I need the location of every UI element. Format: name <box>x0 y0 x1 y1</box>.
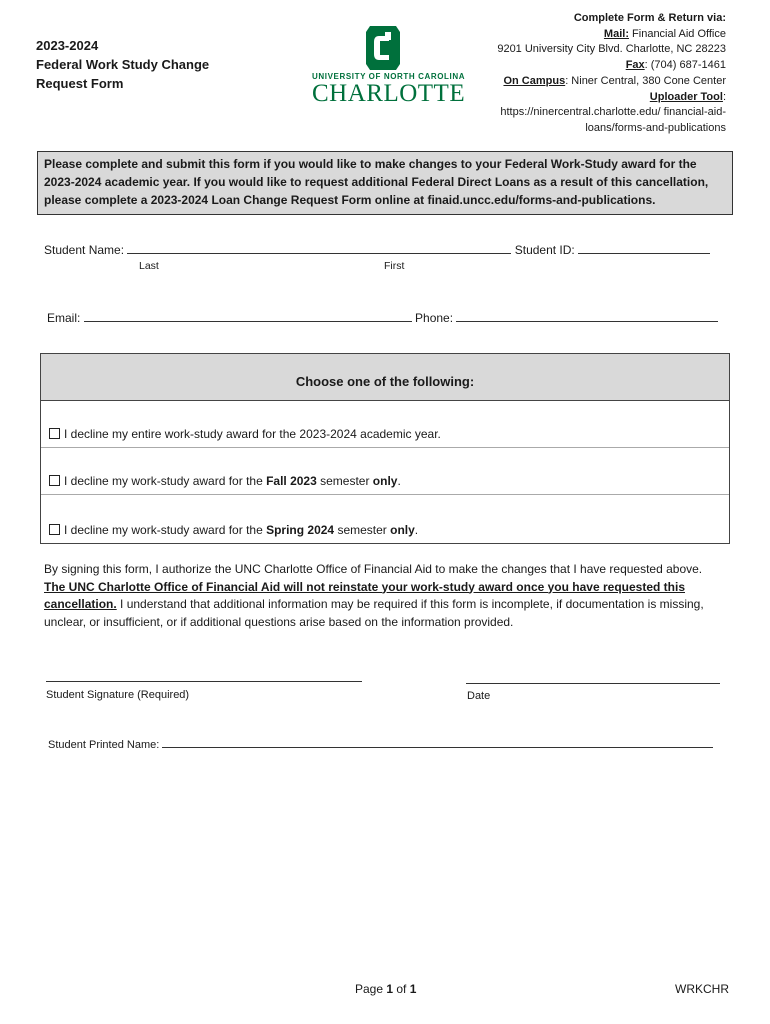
printed-name-field[interactable] <box>162 737 713 748</box>
uploader-url-link[interactable]: loans/forms-and-publications <box>585 121 726 134</box>
email-label: Email: <box>47 311 81 325</box>
contact-address: 9201 University City Blvd. Charlotte, NC 28223 <box>497 43 726 56</box>
printed-name-label: Student Printed Name: <box>48 739 160 751</box>
choice-label: I decline my entire work-study award for the 2023-2024 academic year. <box>64 427 441 441</box>
first-name-caption: First <box>384 260 405 272</box>
uploader-url-link[interactable]: https://ninercentral.charlotte.edu/ financial-aid- <box>500 106 726 119</box>
student-signature-label: Student Signature (Required) <box>46 689 190 701</box>
form-title-line: Federal Work Study Change <box>36 57 210 72</box>
page-number: Page 1 of 1 <box>355 982 417 996</box>
contact-fax: Fax: (704) 687-1461 <box>625 59 726 72</box>
phone-field[interactable] <box>456 310 718 322</box>
email-field[interactable] <box>84 310 412 322</box>
student-id-label: Student ID: <box>514 243 575 257</box>
contact-mail: Mail: Financial Aid Office <box>603 27 726 40</box>
choice-row <box>41 448 729 495</box>
last-name-caption: Last <box>139 260 159 272</box>
signature-line[interactable] <box>46 681 362 682</box>
decline-entire-checkbox[interactable] <box>49 428 60 439</box>
choice-row <box>41 401 729 448</box>
choice-heading: Choose one of the following: <box>41 354 729 401</box>
form-title-line: Request Form <box>36 76 124 91</box>
logo-university-text: UNIVERSITY OF NORTH CAROLINA <box>312 72 466 81</box>
form-title <box>36 36 209 93</box>
choice-table <box>40 353 730 544</box>
student-id-field[interactable] <box>578 242 710 254</box>
reinstate-warning: The UNC Charlotte Office of Financial Aid will not reinstate your work-study award once you have requested this cancellation. <box>44 579 685 611</box>
unc-charlotte-logo <box>312 26 466 107</box>
choice-label: I decline my work-study award for the Spring 2024 semester only. <box>64 523 419 537</box>
phone-label: Phone: <box>415 311 454 325</box>
contact-info <box>497 11 726 137</box>
printed-name-row <box>48 737 713 751</box>
email-phone-row <box>47 310 718 325</box>
date-label: Date <box>467 690 491 702</box>
choice-row <box>41 495 729 543</box>
instructions-notice: Please complete and submit this form if you would like to make changes to your Federal Work-Study award for the 2023-2024 academic year. If you would like to request additional Federal Direct Loans as a result of this cancellation, please complete a 2023-2024 Loan Change Request Form online at finaid.uncc.edu/forms-and-publications. <box>37 151 733 215</box>
crown-c-logo-icon <box>366 26 400 70</box>
date-line[interactable] <box>466 683 720 684</box>
authorization-text: By signing this form, I authorize the UNC Charlotte Office of Financial Aid to make the changes that I have requested above. The UNC Charlotte Office of Financial Aid will not reinstate your work-study award once you have requested this cancellation. I understand that additional information may be required if this form is incomplete, if documentation is missing, unclear, or insufficient, or if additional questions arise based on the information provided. <box>44 562 704 629</box>
contact-campus: On Campus: Niner Central, 380 Cone Center <box>503 74 726 87</box>
contact-heading: Complete Form & Return via: <box>573 12 726 24</box>
student-name-field[interactable] <box>127 242 511 254</box>
student-name-row <box>44 242 710 257</box>
logo-name-text: CHARLOTTE <box>312 80 466 107</box>
form-year: 2023-2024 <box>36 38 99 53</box>
choice-label: I decline my work-study award for the Fall 2023 semester only. <box>64 474 401 488</box>
contact-uploader: Uploader Tool: <box>649 90 726 103</box>
student-name-label: Student Name: <box>44 243 125 257</box>
decline-spring-checkbox[interactable] <box>49 524 60 535</box>
form-code: WRKCHR <box>675 982 729 996</box>
decline-fall-checkbox[interactable] <box>49 475 60 486</box>
